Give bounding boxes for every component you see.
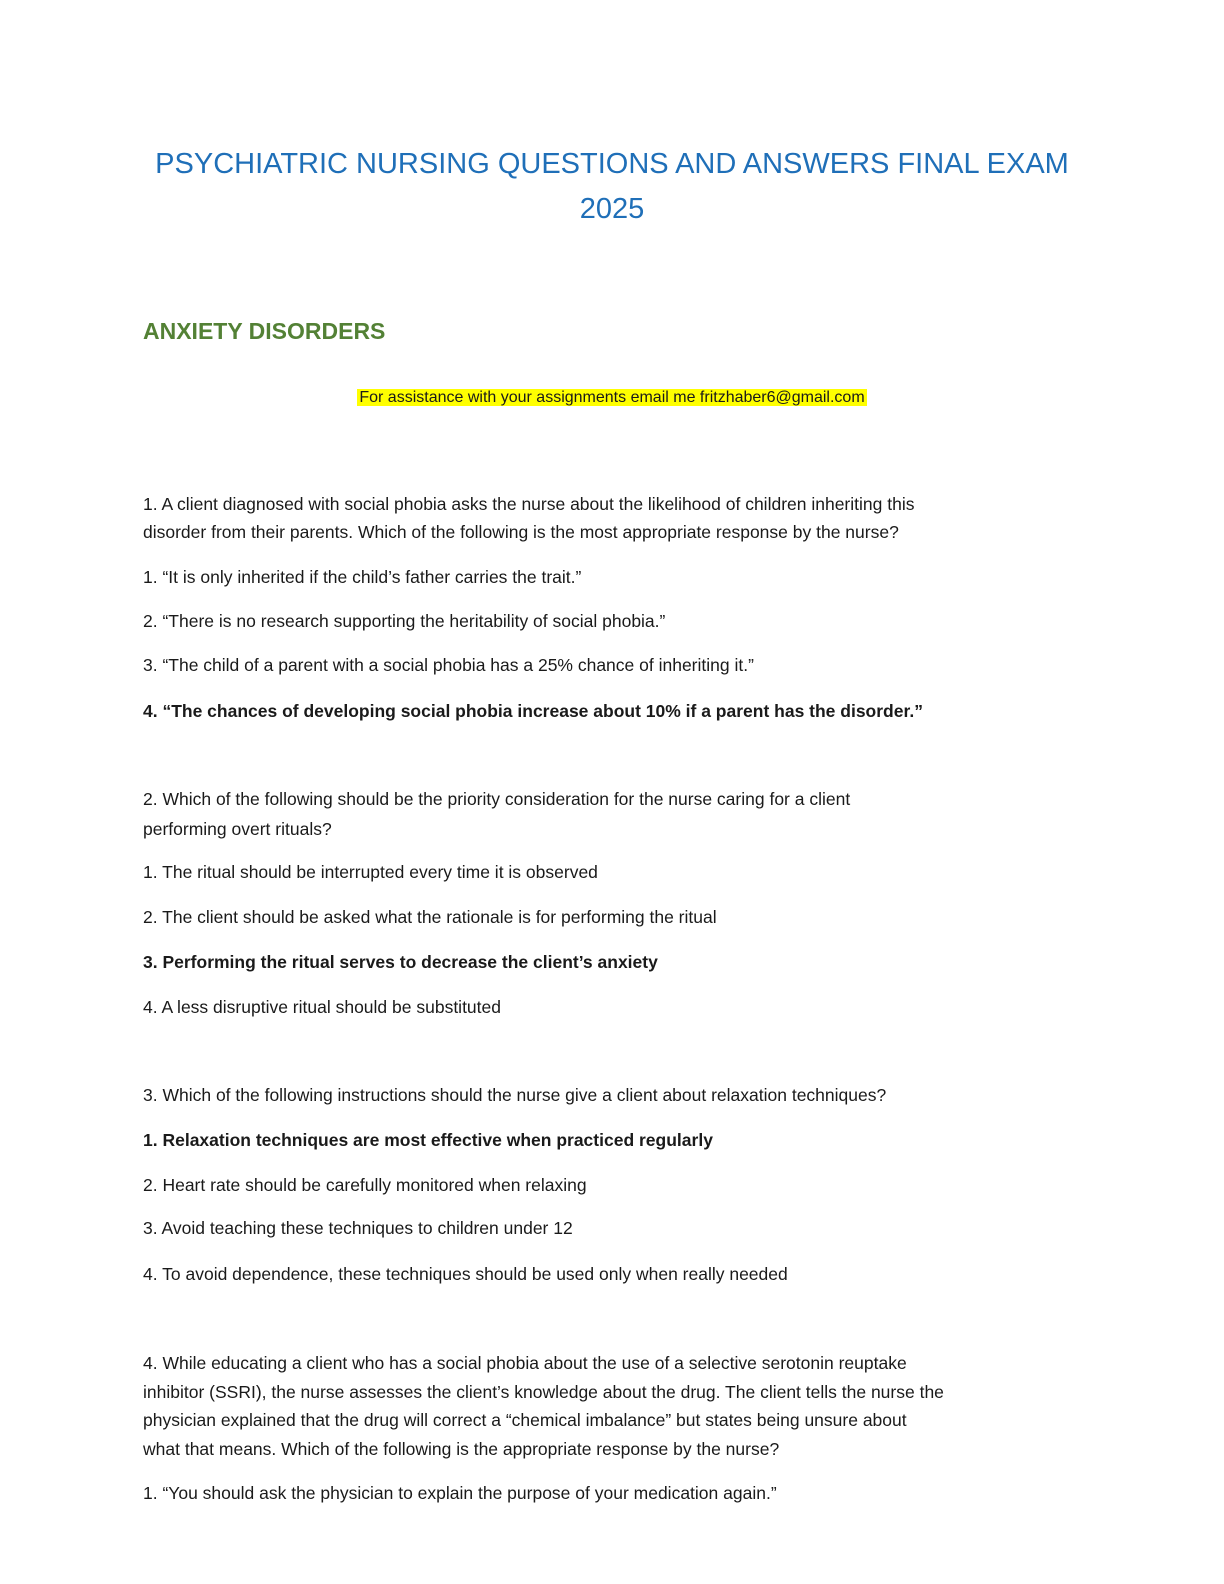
- question-4-option-1: 1. “You should ask the physician to explain the purpose of your medication again.”: [143, 1483, 777, 1503]
- section-heading: ANXIETY DISORDERS: [143, 318, 386, 344]
- question-3-answer: 1. Relaxation techniques are most effective when practiced regularly: [143, 1130, 713, 1150]
- question-4-line4: what that means. Which of the following is the appropriate response by the nurse?: [143, 1439, 780, 1459]
- question-1-line2: disorder from their parents. Which of the following is the most appropriate response by the nurse?: [143, 522, 899, 542]
- question-2-line1: 2. Which of the following should be the priority consideration for the nurse caring for a client: [143, 789, 851, 809]
- question-3-option-3: 3. Avoid teaching these techniques to children under 12: [143, 1218, 573, 1238]
- assistance-notice-text: For assistance with your assignments email me fritzhaber6@gmail.com: [359, 389, 865, 406]
- question-2-option-4: 4. A less disruptive ritual should be substituted: [143, 997, 501, 1017]
- question-1-answer: 4. “The chances of developing social phobia increase about 10% if a parent has the disorder.”: [143, 701, 923, 721]
- question-2-answer: 3. Performing the ritual serves to decrease the client’s anxiety: [143, 952, 658, 972]
- question-2-option-1: 1. The ritual should be interrupted every time it is observed: [143, 862, 598, 882]
- question-1-option-2: 2. “There is no research supporting the heritability of social phobia.”: [143, 611, 666, 631]
- question-2-line2: performing overt rituals?: [143, 819, 332, 839]
- assistance-notice: [0, 386, 1224, 410]
- document-title-line1: PSYCHIATRIC NURSING QUESTIONS AND ANSWERS FINAL EXAM: [155, 148, 1069, 180]
- question-2-option-2: 2. The client should be asked what the rationale is for performing the ritual: [143, 907, 717, 927]
- question-4-line3: physician explained that the drug will correct a “chemical imbalance” but states being unsure about: [143, 1410, 907, 1430]
- document-title: [0, 142, 1224, 232]
- question-1-option-3: 3. “The child of a parent with a social phobia has a 25% chance of inheriting it.”: [143, 655, 754, 675]
- question-3-option-4: 4. To avoid dependence, these techniques should be used only when really needed: [143, 1264, 788, 1284]
- question-1-option-1: 1. “It is only inherited if the child’s father carries the trait.”: [143, 567, 582, 587]
- question-1-line1: 1. A client diagnosed with social phobia asks the nurse about the likelihood of children inheriting this: [143, 494, 915, 514]
- question-4-line2: inhibitor (SSRI), the nurse assesses the client’s knowledge about the drug. The client tells the nurse the: [143, 1382, 944, 1402]
- document-title-line2: 2025: [579, 193, 645, 225]
- question-3-option-2: 2. Heart rate should be carefully monitored when relaxing: [143, 1175, 587, 1195]
- question-4-line1: 4. While educating a client who has a social phobia about the use of a selective serotonin reuptake: [143, 1353, 907, 1373]
- question-3-line1: 3. Which of the following instructions should the nurse give a client about relaxation techniques?: [143, 1085, 887, 1105]
